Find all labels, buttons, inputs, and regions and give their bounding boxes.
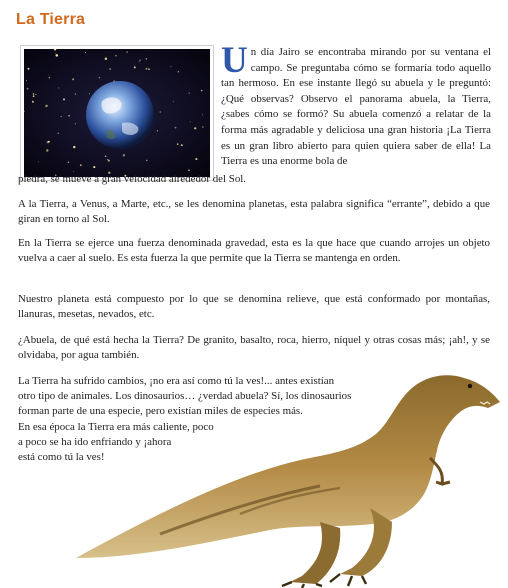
star-dot bbox=[157, 130, 158, 131]
dinosaur-line: La Tierra ha sufrido cambios, ¡no era así como tú la ves!... antes existían bbox=[18, 375, 335, 387]
star-dot bbox=[56, 54, 59, 57]
star-dot bbox=[139, 61, 140, 62]
star-dot bbox=[126, 51, 127, 52]
dinosaur-line: está como tú la ves! bbox=[18, 451, 105, 464]
star-dot bbox=[107, 159, 109, 161]
star-dot bbox=[58, 87, 59, 88]
star-dot bbox=[46, 149, 48, 151]
star-dot bbox=[202, 114, 203, 115]
star-dot bbox=[190, 121, 191, 122]
star-dot bbox=[188, 170, 189, 171]
star-dot bbox=[109, 68, 111, 70]
paragraph-text: Nuestro planeta está compuesto por lo que se denomina relieve, que está conformado por montañas, llanuras, mesetas, nevados, etc. bbox=[18, 293, 490, 321]
dinosaur-line: otro tipo de animales. Los dinosaurios… ¿verdad abuela? Sí, los dinosaurios bbox=[18, 390, 352, 403]
paragraph-text: A la Tierra, a Venus, a Marte, etc., se les denomina planetas, esta palabra significa “errante”, debido a que giran en torno al Sol. bbox=[18, 198, 490, 226]
star-dot bbox=[68, 161, 70, 163]
star-dot bbox=[61, 116, 62, 117]
intro-text: n día Jairo se encontraba mirando por su ventana el campo. Se preguntaba cómo se formaría todo aquello tan hermoso. En ese instante llegó su abuela y le preguntó: ¿Qué observas? Observo el panorama abuela, la Tierra, ¿sabes cómo se formó? Su abuela comenzó a relatar de la forma más agradable y deliciosa una gran historia ¡La Tierra es un gran libro abierto para quien quiera saber de ella! La Tierra es una enorme bola de bbox=[221, 46, 491, 168]
star-dot bbox=[33, 93, 34, 94]
paragraph-relieve bbox=[18, 292, 490, 323]
star-dot bbox=[146, 160, 147, 161]
paragraph-planetas bbox=[18, 197, 490, 228]
star-dot bbox=[194, 127, 196, 129]
earth-illustration bbox=[24, 49, 210, 177]
star-dot bbox=[145, 58, 147, 60]
star-dot bbox=[45, 105, 48, 108]
star-dot bbox=[75, 93, 76, 94]
paragraph-composicion bbox=[18, 333, 490, 364]
page-title: La Tierra bbox=[16, 11, 86, 28]
star-dot bbox=[189, 92, 190, 93]
star-dot bbox=[177, 143, 179, 145]
star-dot bbox=[68, 115, 70, 117]
star-dot bbox=[48, 77, 50, 79]
star-dot bbox=[85, 52, 86, 53]
paragraph-text: ¿Abuela, de qué está hecha la Tierra? De granito, basalto, roca, hierro, níquel y otras cosas más; ¡ah!, y se olvidaba, por agua también. bbox=[18, 334, 490, 362]
star-dot bbox=[99, 77, 101, 79]
star-dot bbox=[145, 68, 147, 70]
star-dot bbox=[134, 66, 136, 68]
star-dot bbox=[27, 88, 29, 90]
paragraph-text: En la Tierra se ejerce una fuerza denominada gravedad, esta es la que hace que cuando arrojes un objeto vuelva a caer al suelo. Es esta fuerza la que permite que la Tierra se mantenga en orden. bbox=[18, 237, 490, 265]
star-dot bbox=[115, 55, 116, 56]
dinosaur-line: En esa época la Tierra era más caliente, poco bbox=[18, 420, 214, 433]
star-dot bbox=[148, 68, 150, 70]
star-dot bbox=[202, 126, 203, 127]
star-dot bbox=[27, 68, 29, 70]
intro-continuation: piedra, se mueve a gran velocidad alrededor del Sol. bbox=[18, 173, 247, 185]
dropcap-letter: U bbox=[221, 40, 248, 81]
star-dot bbox=[105, 57, 108, 60]
earth-space-image bbox=[21, 46, 213, 180]
star-dot bbox=[105, 155, 107, 157]
star-dot bbox=[72, 78, 74, 80]
star-dot bbox=[35, 94, 36, 95]
star-dot bbox=[175, 127, 177, 129]
star-dot bbox=[58, 133, 59, 134]
star-dot bbox=[32, 101, 34, 103]
dinosaur-line: a poco se ha ido enfriando y ¡ahora bbox=[18, 435, 172, 448]
dinosaur-paragraph bbox=[18, 374, 351, 465]
dinosaur-line: forman parte de una especie, pero existían miles de especies más. bbox=[18, 405, 303, 418]
star-dot bbox=[55, 53, 56, 54]
star-dot bbox=[181, 144, 183, 146]
star-dot bbox=[139, 59, 141, 61]
star-dot bbox=[123, 154, 125, 156]
star-dot bbox=[73, 146, 75, 148]
star-dot bbox=[93, 166, 95, 168]
star-dot bbox=[170, 66, 171, 67]
star-dot bbox=[63, 98, 65, 100]
star-dot bbox=[80, 164, 82, 166]
star-dot bbox=[201, 90, 203, 92]
paragraph-gravedad bbox=[18, 236, 490, 267]
star-dot bbox=[173, 101, 174, 102]
star-dot bbox=[75, 123, 76, 124]
star-dot bbox=[160, 111, 161, 112]
star-dot bbox=[178, 71, 179, 72]
star-dot bbox=[89, 93, 90, 94]
star-dot bbox=[38, 161, 39, 162]
star-dot bbox=[48, 141, 50, 143]
intro-paragraph bbox=[221, 40, 491, 170]
star-dot bbox=[195, 158, 197, 160]
star-dot bbox=[33, 95, 35, 97]
star-dot bbox=[26, 80, 27, 81]
